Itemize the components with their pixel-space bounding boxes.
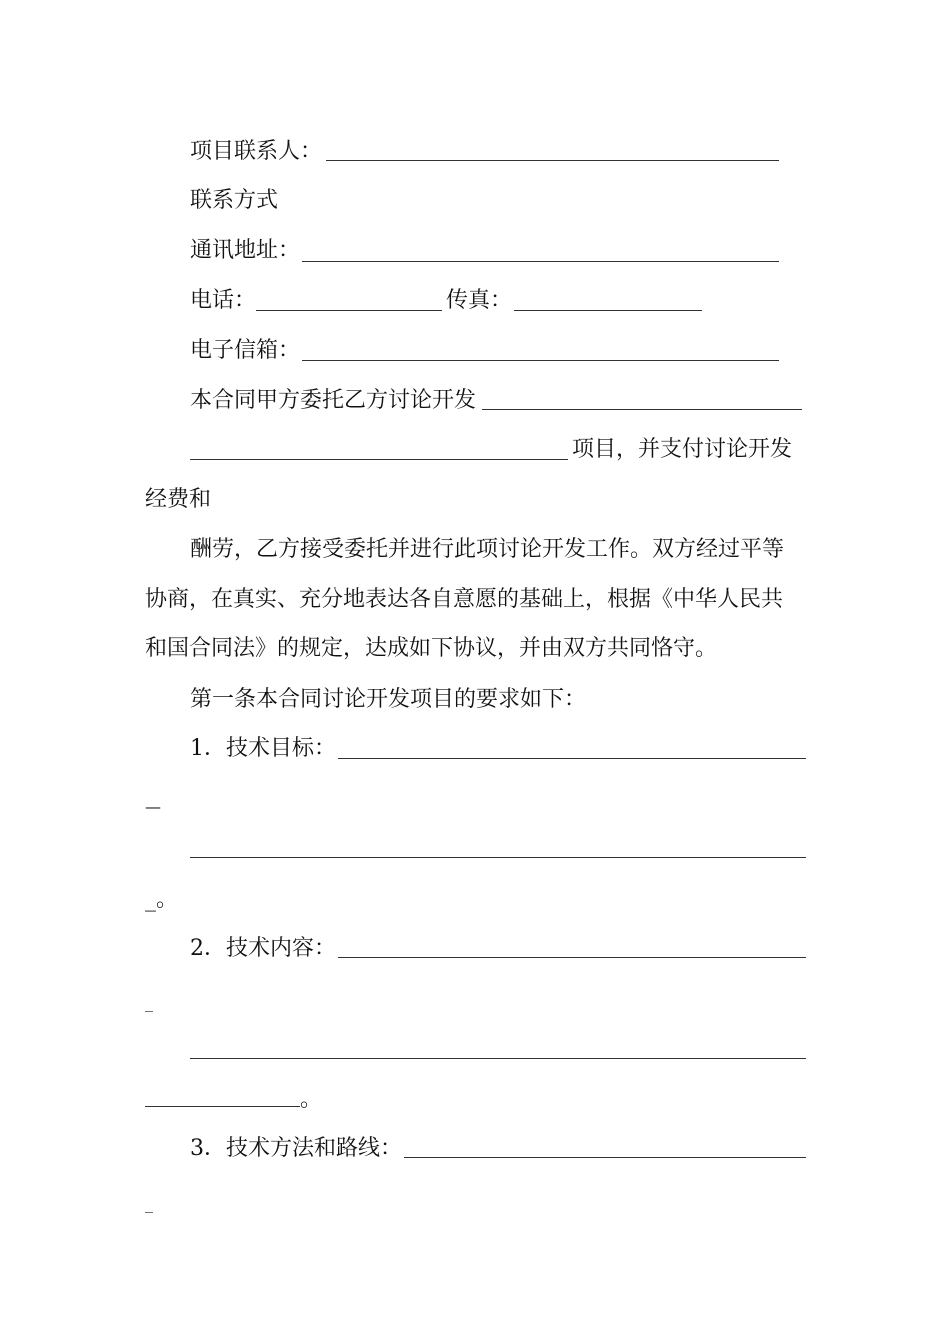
item2-cont: _ bbox=[145, 993, 153, 1012]
project-name-blank-1 bbox=[482, 409, 802, 410]
item3-blank-1 bbox=[404, 1157, 806, 1158]
para1-line3: 经费和 bbox=[145, 487, 212, 512]
item1-blank-2 bbox=[190, 857, 806, 858]
contact-person-blank bbox=[326, 160, 779, 161]
para2-line1: 酬劳，乙方接受委托并进行此项讨论开发工作。双方经过平等 bbox=[190, 537, 785, 562]
contact-person-label: 项目联系人： bbox=[190, 139, 323, 164]
item2-blank-3 bbox=[145, 1106, 300, 1107]
para1-line1: 本合同甲方委托乙方讨论开发 bbox=[190, 388, 477, 413]
item2-blank-1 bbox=[338, 957, 806, 958]
phone-label: 电话： bbox=[190, 288, 257, 313]
project-name-blank-2 bbox=[190, 459, 568, 460]
para2-line3: 和国合同法》的规定，达成如下协议，并由双方共同恪守。 bbox=[145, 636, 718, 661]
article1-heading: 第一条本合同讨论开发项目的要求如下： bbox=[190, 687, 587, 712]
item2-blank-2 bbox=[190, 1058, 806, 1059]
item3-label: 3．技术方法和路线： bbox=[190, 1136, 402, 1161]
contact-method-label: 联系方式 bbox=[190, 188, 279, 213]
item1-cont: — bbox=[145, 797, 161, 816]
item1-blank-1 bbox=[338, 758, 806, 759]
address-label: 通讯地址： bbox=[190, 238, 301, 263]
address-blank bbox=[302, 261, 779, 262]
item1-end: _。 bbox=[145, 887, 179, 912]
fax-blank bbox=[514, 310, 702, 311]
item2-end: 。 bbox=[300, 1087, 323, 1112]
para2-line2: 协商，在真实、充分地表达各自意愿的基础上，根据《中华人民共 bbox=[145, 587, 784, 612]
fax-label: 传真： bbox=[446, 288, 513, 313]
phone-blank bbox=[256, 310, 442, 311]
para1-line2-tail: 项目，并支付讨论开发 bbox=[572, 437, 793, 462]
contact-person-line bbox=[190, 137, 322, 167]
item2-label: 2．技术内容： bbox=[190, 936, 336, 961]
email-blank bbox=[302, 360, 779, 361]
item3-cont: _ bbox=[145, 1194, 153, 1213]
item1-label: 1．技术目标： bbox=[190, 736, 336, 761]
email-label: 电子信箱： bbox=[190, 338, 301, 363]
